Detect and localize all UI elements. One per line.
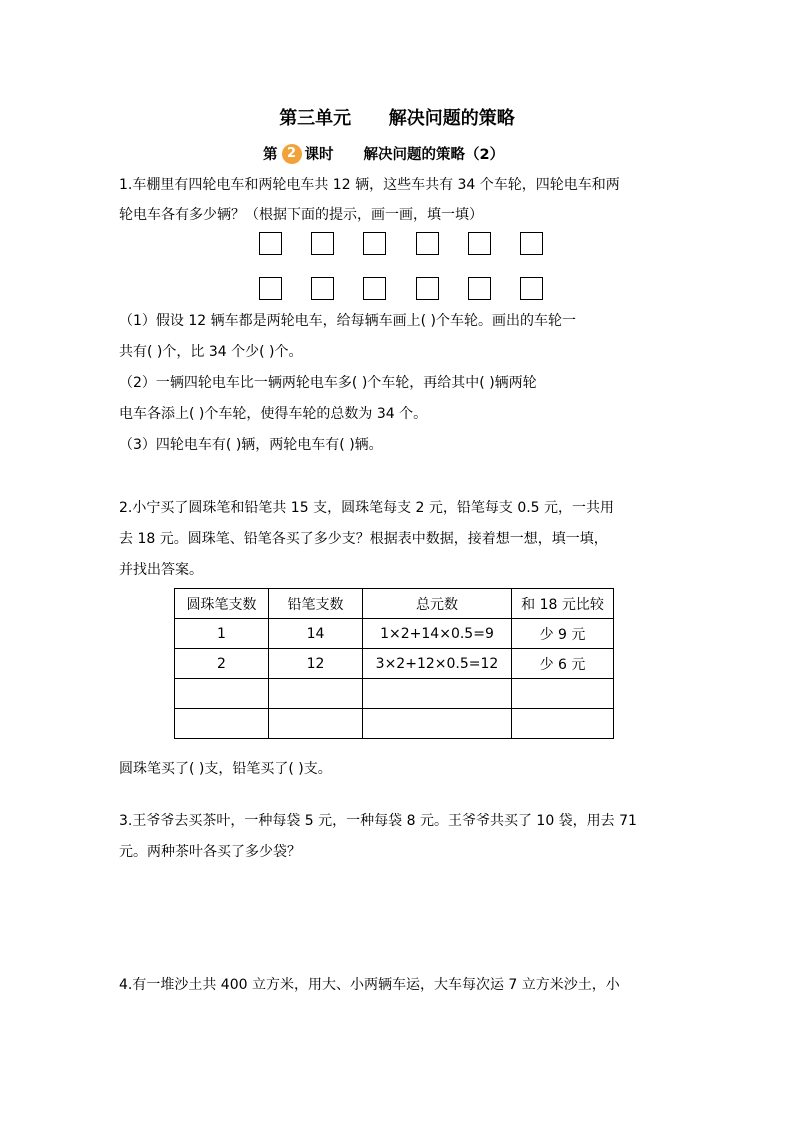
table-cell: 3×2+12×0.5=12: [363, 649, 512, 679]
table-cell[interactable]: [512, 709, 614, 739]
table-cell: 1×2+14×0.5=9: [363, 619, 512, 649]
table-cell: 少 9 元: [512, 619, 614, 649]
lesson-number-badge: 2: [282, 144, 302, 164]
table-header-cell: 铅笔支数: [269, 589, 363, 619]
table-header-row: [175, 589, 614, 619]
table-row: [175, 619, 614, 649]
drawing-box: [416, 277, 439, 300]
table-cell[interactable]: [269, 679, 363, 709]
q2-line3: 并找出答案。: [119, 562, 203, 578]
q1-part2-line1: （2）一辆四轮电车比一辆两轮电车多( )个车轮，再给其中( )辆两轮: [119, 375, 537, 391]
table-cell: 2: [175, 649, 269, 679]
q1-part3: （3）四轮电车有( )辆，两轮电车有( )辆。: [119, 437, 383, 453]
table-header-cell: 圆珠笔支数: [175, 589, 269, 619]
table-row: [175, 679, 614, 709]
drawing-box: [416, 232, 439, 255]
lesson-subtitle: [263, 143, 504, 164]
q4-line1: 4.有一堆沙土共 400 立方米，用大、小两辆车运，大车每次运 7 立方米沙土，小: [119, 977, 620, 993]
q2-line1: 2.小宁买了圆珠笔和铅笔共 15 支，圆珠笔每支 2 元，铅笔每支 0.5 元，一共用: [119, 500, 615, 516]
q1-line2: 轮电车各有多少辆？（根据下面的提示，画一画，填一填）: [119, 207, 483, 223]
q1-part1-line2: 共有( )个，比 34 个少( )个。: [119, 344, 303, 360]
table-cell[interactable]: [512, 679, 614, 709]
unit-title: 第三单元 解决问题的策略: [279, 108, 515, 129]
drawing-box: [468, 232, 491, 255]
lesson-suffix: 课时: [304, 147, 334, 163]
table-cell[interactable]: [363, 679, 512, 709]
drawing-box: [259, 277, 282, 300]
q2-line2: 去 18 元。圆珠笔、铅笔各买了多少支？根据表中数据，接着想一想，填一填，: [119, 531, 608, 547]
drawing-box: [520, 277, 543, 300]
table-cell: 14: [269, 619, 363, 649]
table-cell[interactable]: [363, 709, 512, 739]
q3-line2: 元。两种茶叶各买了多少袋？: [119, 844, 301, 860]
table-cell: 少 6 元: [512, 649, 614, 679]
table-cell[interactable]: [269, 709, 363, 739]
drawing-box: [468, 277, 491, 300]
q1-part2-line2: 电车各添上( )个车轮，使得车轮的总数为 34 个。: [119, 406, 428, 422]
drawing-box: [520, 232, 543, 255]
table-cell: 1: [175, 619, 269, 649]
drawing-box: [363, 277, 386, 300]
table-cell[interactable]: [175, 709, 269, 739]
q1-line1: 1.车棚里有四轮电车和两轮电车共 12 辆，这些车共有 34 个车轮，四轮电车和两: [119, 177, 620, 193]
table-cell[interactable]: [175, 679, 269, 709]
pen-count-table: [174, 588, 614, 739]
drawing-box: [259, 232, 282, 255]
drawing-box: [311, 232, 334, 255]
table-cell: 12: [269, 649, 363, 679]
q1-part1-line1: （1）假设 12 辆车都是两轮电车，给每辆车画上( )个车轮。画出的车轮一: [119, 313, 576, 329]
table-header-cell: 总元数: [363, 589, 512, 619]
lesson-title: 解决问题的策略（2）: [363, 147, 505, 163]
q2-answer: 圆珠笔买了( )支，铅笔买了( )支。: [119, 761, 332, 777]
table-row: [175, 649, 614, 679]
table-row: [175, 709, 614, 739]
drawing-box: [363, 232, 386, 255]
drawing-box: [311, 277, 334, 300]
lesson-prefix: 第: [263, 147, 278, 163]
q3-line1: 3.王爷爷去买茶叶，一种每袋 5 元，一种每袋 8 元。王爷爷共买了 10 袋，用去 71: [119, 813, 637, 829]
table-header-cell: 和 18 元比较: [512, 589, 614, 619]
